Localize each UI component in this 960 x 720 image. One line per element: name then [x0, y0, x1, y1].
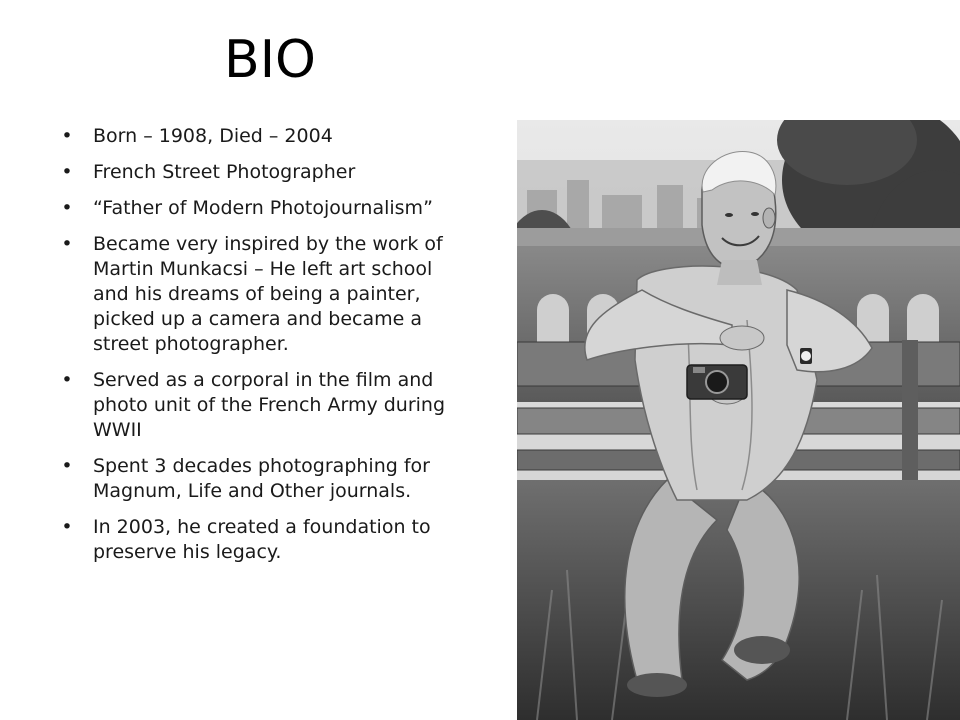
bullet-text: Served as a corporal in the film and photo unit of the French Army during WWII: [93, 369, 446, 441]
bullet-text: Became very inspired by the work of Martin Munkacsi – He left art school and his dreams of being a painter, picked up a camera and became a street photographer.: [93, 233, 443, 355]
bullet-item-career: [60, 454, 460, 504]
bullet-text: In 2003, he created a foundation to preserve his legacy.: [93, 516, 431, 563]
slide-title: BIO: [224, 30, 316, 90]
portrait-photo: [517, 120, 960, 720]
bullet-icon: •: [61, 161, 73, 183]
bullet-item-nickname: [60, 196, 460, 221]
man-neck: [717, 260, 762, 285]
bullet-item-profession: [60, 160, 460, 185]
bullet-icon: •: [61, 233, 73, 255]
bullet-icon: •: [61, 197, 73, 219]
bullet-icon: •: [61, 455, 73, 477]
wristwatch-icon: [800, 348, 812, 364]
bullet-icon: •: [61, 125, 73, 147]
bullet-item-military: [60, 368, 460, 443]
bullet-list: [60, 124, 460, 576]
bullet-text: Spent 3 decades photographing for Magnum, Life and Other journals.: [93, 455, 430, 502]
bullet-text: Born – 1908, Died – 2004: [93, 125, 333, 147]
bullet-text: “Father of Modern Photojournalism”: [93, 197, 433, 219]
bullet-item-born: [60, 124, 460, 149]
bullet-icon: •: [61, 516, 73, 538]
man-head: [702, 152, 776, 269]
camera-icon: [687, 365, 747, 399]
portrait-illustration: [517, 120, 960, 720]
bullet-item-foundation: [60, 515, 460, 565]
bullet-text: French Street Photographer: [93, 161, 356, 183]
bullet-icon: •: [61, 369, 73, 391]
bullet-item-inspiration: [60, 232, 460, 357]
